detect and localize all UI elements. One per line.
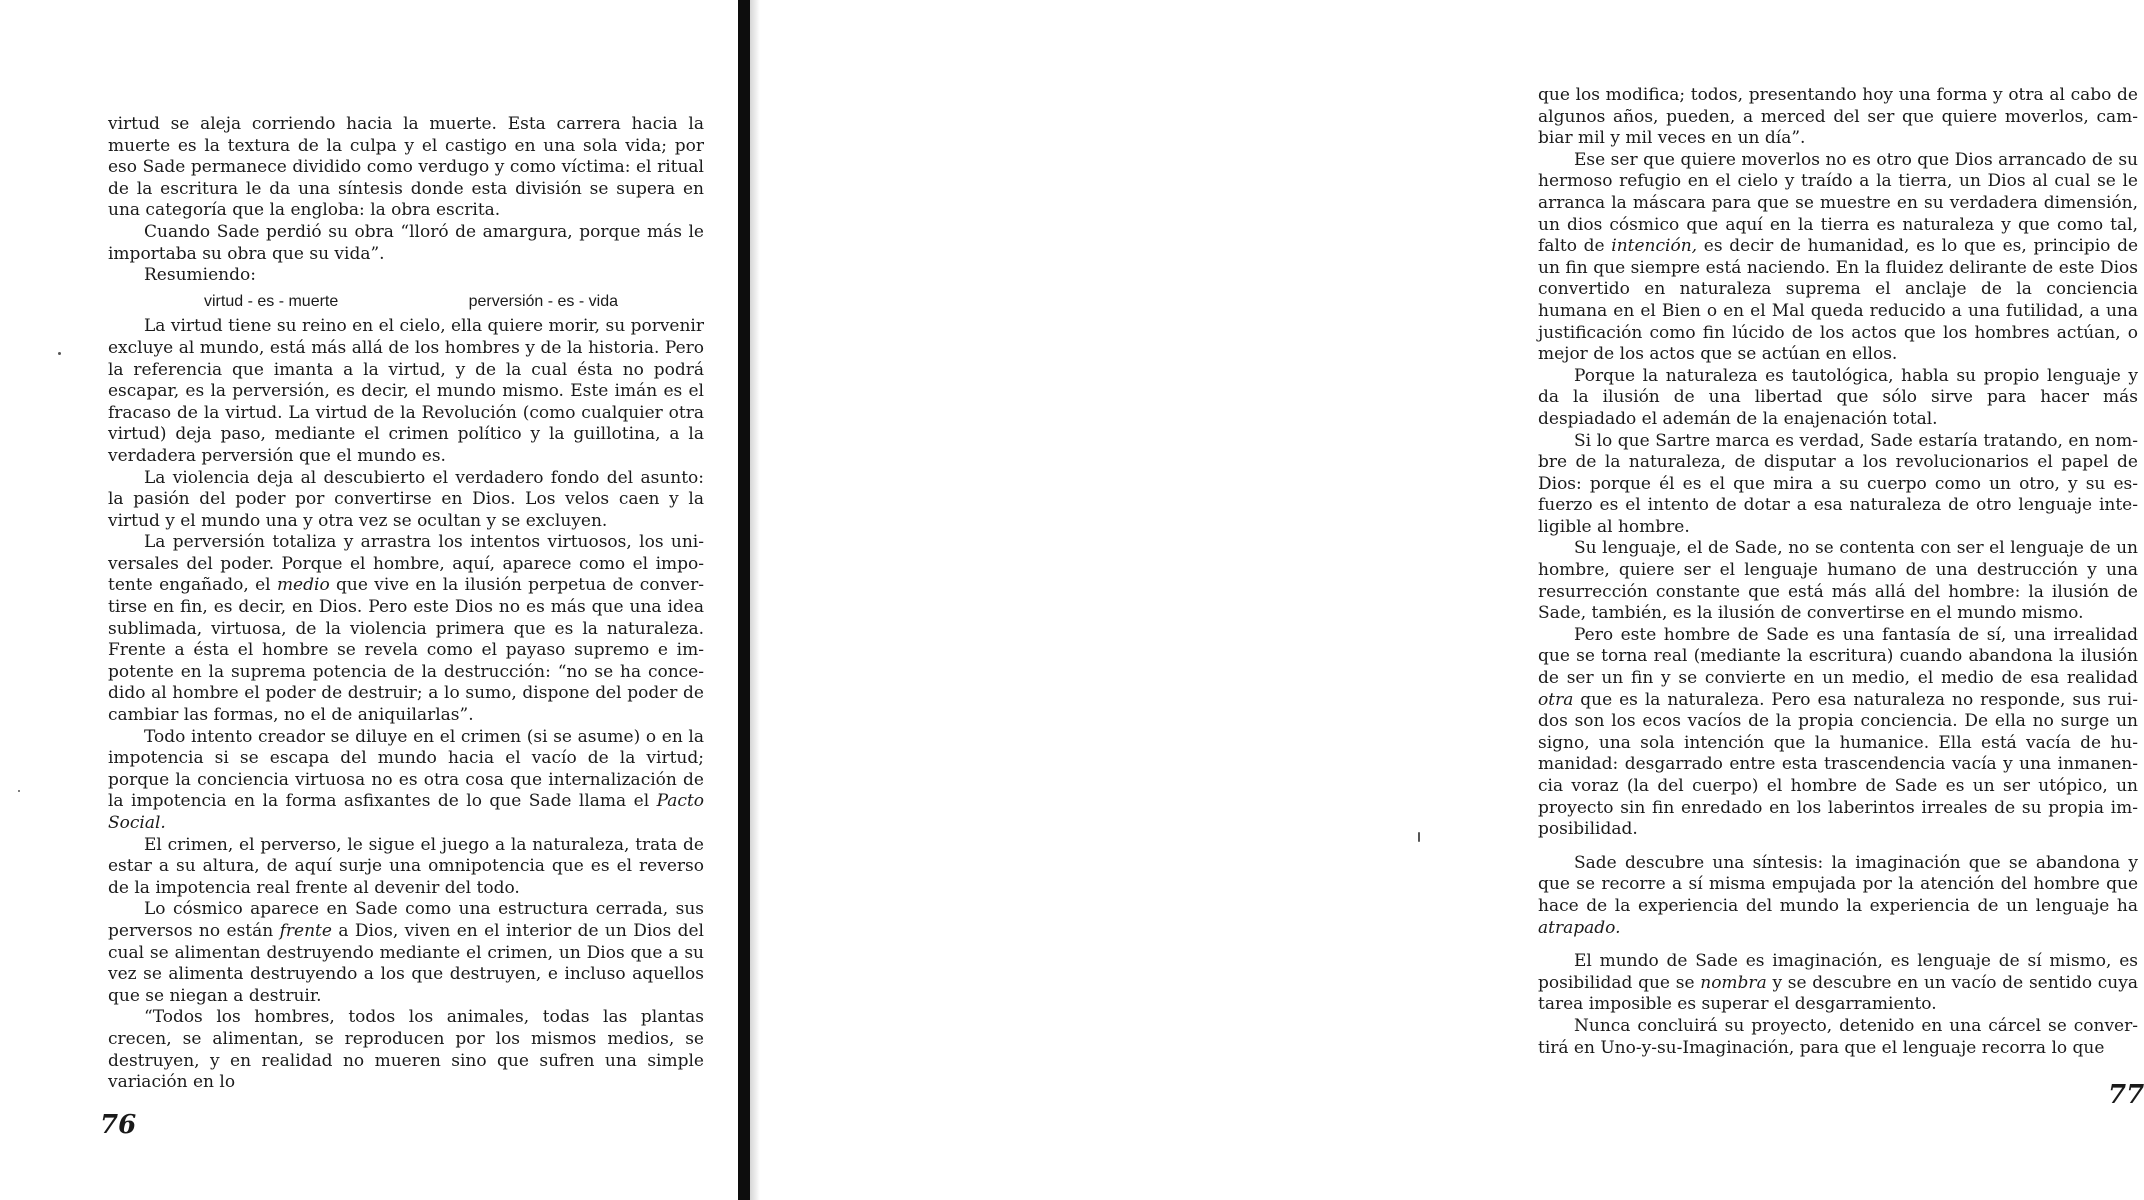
text-run: que es la naturaleza. Pero esa naturaleza no responde, sus ruidos son los ecos vacíos de la propia conciencia. De ella no surge un signo, una sola intención que la humanice. Ella está vacía de humanidad: desgarrado entre esta trascendencia vacía y una inmanencia voraz (la del cuerpo) el hombre de Sade es un ser utópico, un proyecto sin fin enredado en los laberintos irreales de su propia imposibilidad. xyxy=(1538,689,2138,840)
italic-word: intención, xyxy=(1611,236,1698,257)
paragraph: que los modifica; todos, presentando hoy una forma y otra al cabo de algunos años, pueden, a merced del ser que quiere moverlos, cambiar mil y mil veces en un día”. xyxy=(1538,85,2138,149)
paragraph xyxy=(108,899,704,1007)
italic-word: frente xyxy=(279,920,332,941)
paragraph: Nunca concluirá su proyecto, detenido en una cárcel se convertirá en Uno-y-su-Imaginación, para que el lenguaje recorra lo que xyxy=(1538,1015,2138,1058)
text-run: y se descubre en un vacío de sentido cuya tarea imposible es superar el desgarramiento. xyxy=(1538,972,2138,1015)
text-run: es decir de humanidad, es lo que es, principio de un fin que siempre está naciendo. En la fluidez delirante de este Dios convertido en naturaleza suprema el anclaje de la conciencia humana en el Bien o en el Mal queda reducido a una futilidad, a una justificación como fin lúcido de los actos que los hombres actúan, o mejor de los actos que se actúan en ellos. xyxy=(1538,236,2139,365)
scan-speck xyxy=(18,790,20,792)
paragraph: Resumiendo: xyxy=(144,265,256,286)
text-run: a Dios, viven en el interior de un Dios del cual se alimentan destruyendo mediante el crimen, un Dios que a su vez se alimenta destruyendo a los que destruyen, e incluso aquellos que se niegan a destruir. xyxy=(108,920,704,1006)
italic-word: Pacto Social. xyxy=(108,791,705,833)
paragraph: La violencia deja al descubierto el verdadero fondo del asunto: la pasión del poder por convertirse en Dios. Los velos caen y la virtud y el mundo una y otra vez se ocultan y se excluyen. xyxy=(108,467,704,531)
paragraph: El crimen, el perverso, le sigue el juego a la naturaleza, trata de estar a su altura, de aquí surje una omnipotencia que es el reverso de la impotencia real frente al devenir del todo. xyxy=(108,834,704,898)
paragraph: virtud se aleja corriendo hacia la muerte. Esta carrera hacia la muerte es la textura de la culpa y el castigo en una sola vida; por eso Sade permanece dividido como verdugo y como víctima: el ritual de la escritura le da una síntesis donde esta división se supera en una categoría que la engloba: la obra escrita. xyxy=(108,114,704,221)
paragraph: Porque la naturaleza es tautológica, habla su propio lenguaje y da la ilusión de una libertad que sólo sirve para hacer más despiadado el ademán de la enajenación total. xyxy=(1538,365,2138,429)
right-page-text xyxy=(1538,85,2138,1059)
paragraph: Cuando Sade perdió su obra “lloró de amargura, porque más le importaba su obra que su vida”. xyxy=(108,221,704,264)
text-run: Todo intento creador se diluye en el crimen (si se asume) o en la impotencia si se escapa del mundo hacia el vacío de la virtud; porque la conciencia virtuosa no es otra cosa que internalización de la impotencia en la forma asfixantes de lo que Sade llama el xyxy=(108,726,704,812)
text-run: Pero este hombre de Sade es una fantasía de sí, una irrealidad que se torna real (mediante la escritura) cuando abandona la ilusión de ser un fin y se convierte en un medio, el medio de esa realidad xyxy=(1538,624,2138,689)
paragraph: Su lenguaje, el de Sade, no se contenta con ser el lenguaje de un hombre, quiere ser el lenguaje humano de una destrucción y una resurrección constante que está más allá del hombre: la ilusión de Sade, también, es la ilusión de convertirse en el mundo mismo. xyxy=(1538,538,2138,624)
right-page xyxy=(750,0,2144,1200)
paragraph xyxy=(108,532,704,726)
text-run: que vive en la ilusión perpetua de convertirse en fin, es decir, en Dios. Pero este Dios no es más que una idea sublimada, virtuosa, de la violencia primera que es la naturaleza. Frente a ésta el hombre se revela como el payaso supremo e impotente en la suprema potencia de la destrucción: “no se ha concedido al hombre el poder de destruir; a lo sumo, dispone del poder de cambiar las formas, no el de aniquilarlas”. xyxy=(108,575,704,726)
paragraph: “Todos los hombres, todos los animales, todas las plantas crecen, se alimentan, se reproducen por los mismos medios, se destruyen, y en realidad no mueren sino que sufren una simple variación en lo xyxy=(108,1007,704,1093)
italic-word: atrapado. xyxy=(1538,917,1621,938)
text-run: El mundo de Sade es imaginación, es lenguaje de sí mismo, es posibilidad que se xyxy=(1538,951,2138,993)
paragraph xyxy=(1538,625,2138,841)
summary-row xyxy=(108,291,704,313)
text-run: La perversión totaliza y arrastra los intentos virtuosos, los universales del poder. Porque el hombre, aquí, aparece como el impotente engañado, el xyxy=(108,532,704,596)
paragraph xyxy=(1538,951,2138,1016)
summary-right: perversión - es - vida xyxy=(468,292,618,310)
paragraph: Si lo que Sartre marca es verdad, Sade estaría tratando, en nombre de la naturaleza, de disputar a los revolucionarios el papel de Dios: porque él es el que mira a su cuerpo como un otro, y su esfuerzo es el intento de dotar a esa naturaleza de otro lenguaje inteligible al hombre. xyxy=(1538,430,2138,537)
italic-word: medio xyxy=(276,575,330,596)
paragraph xyxy=(108,727,704,835)
scan-speck xyxy=(1418,832,1420,842)
left-page-text xyxy=(108,114,704,1094)
text-run: Lo cósmico aparece en Sade como una estructura cerrada, sus perversos no están xyxy=(108,899,704,941)
book-gutter xyxy=(738,0,750,1200)
text-run: Sade descubre una síntesis: la imaginación que se abandona y que se recorre a sí misma empujada por la atención del hombre que hace de la experiencia del mundo la experiencia de un lenguaje ha xyxy=(1538,852,2138,916)
paragraph: La virtud tiene su reino en el cielo, ella quiere morir, su porvenir excluye al mundo, está más allá de los hombres y de la historia. Pero la referencia que imanta a la virtud, y de la cual ésta no podrá escapar, es la perversión, es decir, el mundo mismo. Este imán es el fracaso de la virtud. La virtud de la Revolución (como cualquier otra virtud) deja paso, mediante el crimen político y la guillotina, a la verdadera perversión que el mundo es. xyxy=(108,316,704,466)
page-number: 76 xyxy=(100,1110,137,1140)
italic-word: nombra xyxy=(1700,972,1767,993)
paragraph xyxy=(1538,853,2138,939)
scan-speck xyxy=(58,352,61,355)
left-page xyxy=(0,0,738,1200)
page-number: 77 xyxy=(2108,1080,2144,1110)
italic-word: otra xyxy=(1538,689,1574,710)
text-run: Ese ser que quiere moverlos no es otro que Dios arrancado de su hermoso refugio en el cielo y traído a la tierra, un Dios al cual se le arranca la máscara para que se muestre en su verdadera dimensión, un dios cósmico que aquí en la tierra es naturaleza y que como tal, falto de xyxy=(1538,149,2138,257)
paragraph xyxy=(1538,150,2138,366)
summary-left: virtud - es - muerte xyxy=(204,292,339,310)
